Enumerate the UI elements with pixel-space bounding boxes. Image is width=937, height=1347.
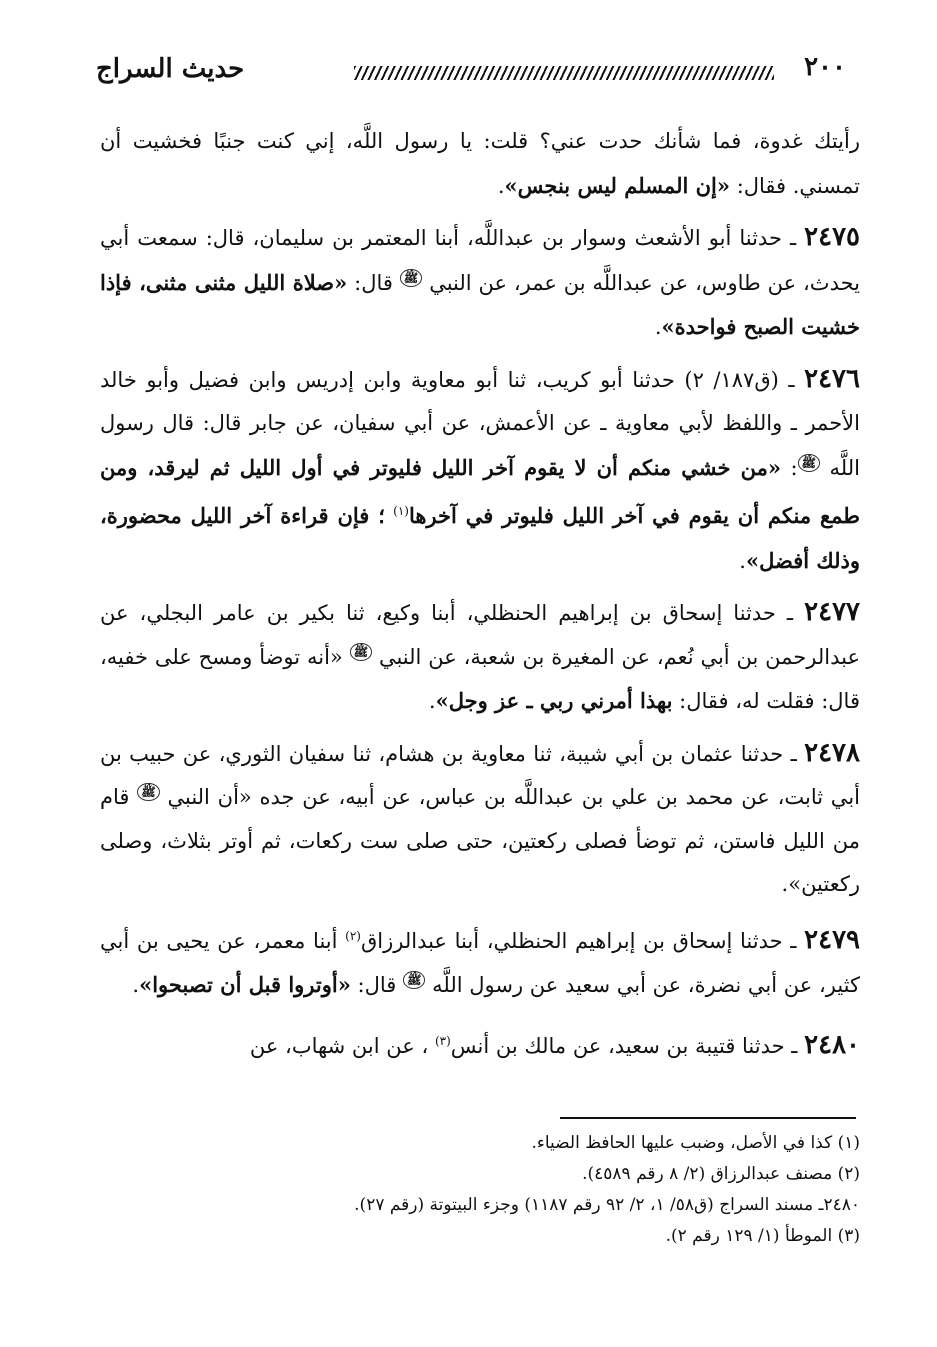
hadith-2475: ٢٤٧٥ ـ حدثنا أبو الأشعث وسوار بن عبداللَّه، أبنا المعتمر بن سليمان، قال: سمعت أبي يحدث، عن طاوس، عن عبداللَّه بن عمر، عن النبي ﷺ قال: «صلاة الليل مثنى مثنى، فإذا خشيت الصبح فواحدة». — [100, 222, 861, 339]
hadith-2478: ٢٤٧٨ ـ حدثنا عثمان بن أبي شيبة، ثنا معاوية بن هشام، ثنا سفيان الثوري، عن حبيب بن أبي ثابت، عن محمد بن علي بن عبداللَّه بن عباس، عن أبيه، عن جده «أن النبي ﷺ قام من الليل فاستن، ثم توضأ فصلى ركعتين، حتى صلى ست ركعات، ثم أوتر بثلاث، وصلى ركعتين». — [100, 737, 860, 896]
salawat-glyph: ﷺ — [403, 971, 426, 989]
body-text — [100, 120, 860, 1076]
running-title: حديث السراج — [96, 54, 245, 84]
quote: «صلاة الليل مثنى مثنى، فإذا خشيت الصبح فواحدة» — [100, 269, 860, 339]
quote: بهذا أمرني ربي ـ عز وجل» — [435, 688, 673, 713]
hadith-number: ٢٤٧٩ — [804, 924, 860, 955]
quote: «إن المسلم ليس بنجس» — [504, 172, 730, 198]
footnote-separator — [560, 1117, 856, 1119]
footnotes — [100, 1128, 860, 1252]
footnote-ref: (٣) — [434, 1033, 451, 1048]
footnote-3: (٣) الموطأ (١/ ١٢٩ رقم ٢). — [665, 1226, 860, 1246]
page-header — [96, 52, 856, 96]
hadith-2479: ٢٤٧٩ ـ حدثنا إسحاق بن إبراهيم الحنظلي، أبنا عبدالرزاق$^{(٢)}$ أبنا معمر، عن يحيى بن أبي كثير، عن أبي نضرة، عن أبي سعيد عن رسول اللَّه ﷺ قال: «أوتروا قبل أن تصبحوا». — [100, 924, 860, 997]
hadith-2477: ٢٤٧٧ ـ حدثنا إسحاق بن إبراهيم الحنظلي، أبنا وكيع، ثنا بكير بن عامر البجلي، عن عبدالرحمن بن أبي نُعم، عن المغيرة بن شعبة، عن النبي ﷺ «أنه توضأ ومسح على خفيه، قال: فقلت له، فقال: بهذا أمرني ربي ـ عز وجل». — [100, 597, 860, 713]
footnote-source: ٢٤٨٠ـ مسند السراج (ق٥٨/ ١، ٢/ ٩٢ رقم ١١٨٧) وجزء البيتوتة (رقم ٢٧). — [354, 1195, 860, 1215]
hadith-2476: ٢٤٧٦ ـ (ق١٨٧/ ٢) حدثنا أبو كريب، ثنا أبو معاوية وابن إدريس وابن فضيل وأبو خالد الأحمر ـ واللفظ لأبي معاوية ـ عن الأعمش، عن أبي سفيان، عن جابر قال: قال رسول اللَّه ﷺ: «من خشي منكم أن لا يقوم آخر الليل فليوتر في أول الليل ثم ليرقد، ومن طمع منكم أن يقوم في آخر الليل فليوتر في آخرها$^{(١)}$ ؛ فإن قراءة آخر الليل محضورة، وذلك أفضل». — [100, 363, 860, 573]
hadith-number: ٢٤٧٥ — [804, 222, 860, 252]
footnote-2: (٢) مصنف عبدالرزاق (٢/ ٨ رقم ٤٥٨٩). — [582, 1164, 860, 1184]
footnote-ref: (٢) — [345, 928, 361, 943]
salawat-glyph: ﷺ — [798, 454, 821, 472]
hadith-number: ٢٤٧٧ — [804, 597, 860, 627]
quote: ؛ فإن قراءة آخر الليل محضورة، وذلك أفضل» — [100, 503, 860, 573]
hadith-number: ٢٤٧٨ — [804, 737, 860, 768]
paragraph-continued: رأيتك غدوة، فما شأنك حدت عني؟ قلت: يا رسول اللَّه، إني كنت جنبًا فخشيت أن تمسني. فقال: «إن المسلم ليس بنجس». — [100, 129, 860, 198]
salawat-glyph: ﷺ — [350, 643, 373, 661]
hadith-number: ٢٤٧٦ — [804, 363, 860, 394]
quote: «أوتروا قبل أن تصبحوا» — [139, 972, 351, 997]
footnote-ref: (١) — [393, 504, 409, 518]
header-rule — [354, 66, 774, 80]
quote: «من خشي منكم أن لا يقوم آخر الليل فليوتر في أول الليل ثم ليرقد، ومن طمع منكم أن يقوم في آخر الليل فليوتر في آخرها — [100, 454, 860, 528]
hadith-2480: ٢٤٨٠ ـ حدثنا قتيبة بن سعيد، عن مالك بن أنس$^{(٣)}$ ، عن ابن شهاب، عن — [249, 1029, 860, 1060]
hadith-number: ٢٤٨٠ — [804, 1029, 860, 1060]
page-number: ٢٠٠ — [804, 52, 846, 82]
salawat-glyph: ﷺ — [400, 269, 423, 287]
footnote-1: (١) كذا في الأصل، وضبب عليها الحافظ الضياء. — [531, 1133, 860, 1153]
salawat-glyph: ﷺ — [137, 783, 160, 801]
